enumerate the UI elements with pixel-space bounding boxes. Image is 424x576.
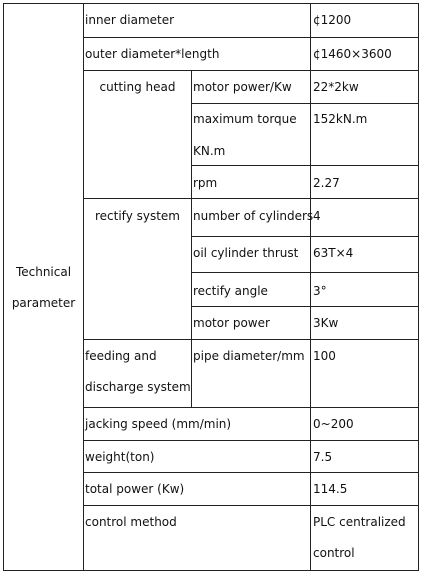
group-feeding: feeding and <box>85 349 157 363</box>
grid-line <box>418 3 419 571</box>
label-max-torque-unit: KN.m <box>193 144 226 158</box>
grid-line <box>83 339 419 340</box>
grid-line <box>3 3 4 571</box>
label-weight: weight(ton) <box>85 450 155 464</box>
value-cylinders: 4 <box>313 209 321 223</box>
label-inner-diameter: inner diameter <box>85 13 175 27</box>
grid-line <box>83 472 419 473</box>
label-max-torque: maximum torque <box>193 112 297 126</box>
value-rpm: 2.27 <box>313 176 340 190</box>
grid-line <box>191 272 419 273</box>
grid-line <box>191 165 419 166</box>
section-label: parameter <box>11 296 76 310</box>
value-total-power: 114.5 <box>313 482 348 496</box>
label-motor-power: motor power/Kw <box>193 80 292 94</box>
value-max-torque: 152kN.m <box>313 112 368 126</box>
value-motor-power: 22*2kw <box>313 80 359 94</box>
label-jacking-speed: jacking speed (mm/min) <box>85 417 232 431</box>
grid-line <box>3 570 419 571</box>
value-control-method: PLC centralized <box>313 515 406 529</box>
grid-line <box>83 505 419 506</box>
label-control-method: control method <box>85 515 177 529</box>
value-rectify-angle: 3° <box>313 284 327 298</box>
value-cylinder-thrust: 63T×4 <box>313 246 354 260</box>
group-cutting-head: cutting head <box>99 80 176 94</box>
grid-line <box>191 306 419 307</box>
grid-line <box>310 3 311 571</box>
label-total-power: total power (Kw) <box>85 482 185 496</box>
value-inner-diameter: ¢1200 <box>313 13 352 27</box>
grid-line <box>83 198 419 199</box>
value-jacking-speed: 0~200 <box>313 417 354 431</box>
group-rectify-system: rectify system <box>94 209 180 223</box>
label-cylinders: number of cylinders <box>193 209 314 223</box>
value-rectify-motor-power: 3Kw <box>313 316 339 330</box>
grid-line <box>191 70 192 407</box>
label-cylinder-thrust: oil cylinder thrust <box>193 246 299 260</box>
grid-line <box>191 103 419 104</box>
value-outer-diameter: ¢1460×3600 <box>313 47 392 61</box>
grid-line <box>83 37 419 38</box>
label-rpm: rpm <box>193 176 218 190</box>
label-outer-diameter: outer diameter*length <box>85 47 220 61</box>
grid-line <box>191 236 419 237</box>
section-label: Technical <box>15 265 72 279</box>
group-feeding-line2: discharge system <box>85 380 191 394</box>
grid-line <box>3 3 419 4</box>
label-pipe-diameter: pipe diameter/mm <box>193 349 305 363</box>
grid-line <box>83 407 419 408</box>
value-weight: 7.5 <box>313 450 333 464</box>
value-control-method-line2: control <box>313 546 355 560</box>
label-rectify-angle: rectify angle <box>193 284 268 298</box>
grid-line <box>83 70 419 71</box>
value-pipe-diameter: 100 <box>313 349 336 363</box>
grid-line <box>83 440 419 441</box>
label-rectify-motor-power: motor power <box>193 316 270 330</box>
